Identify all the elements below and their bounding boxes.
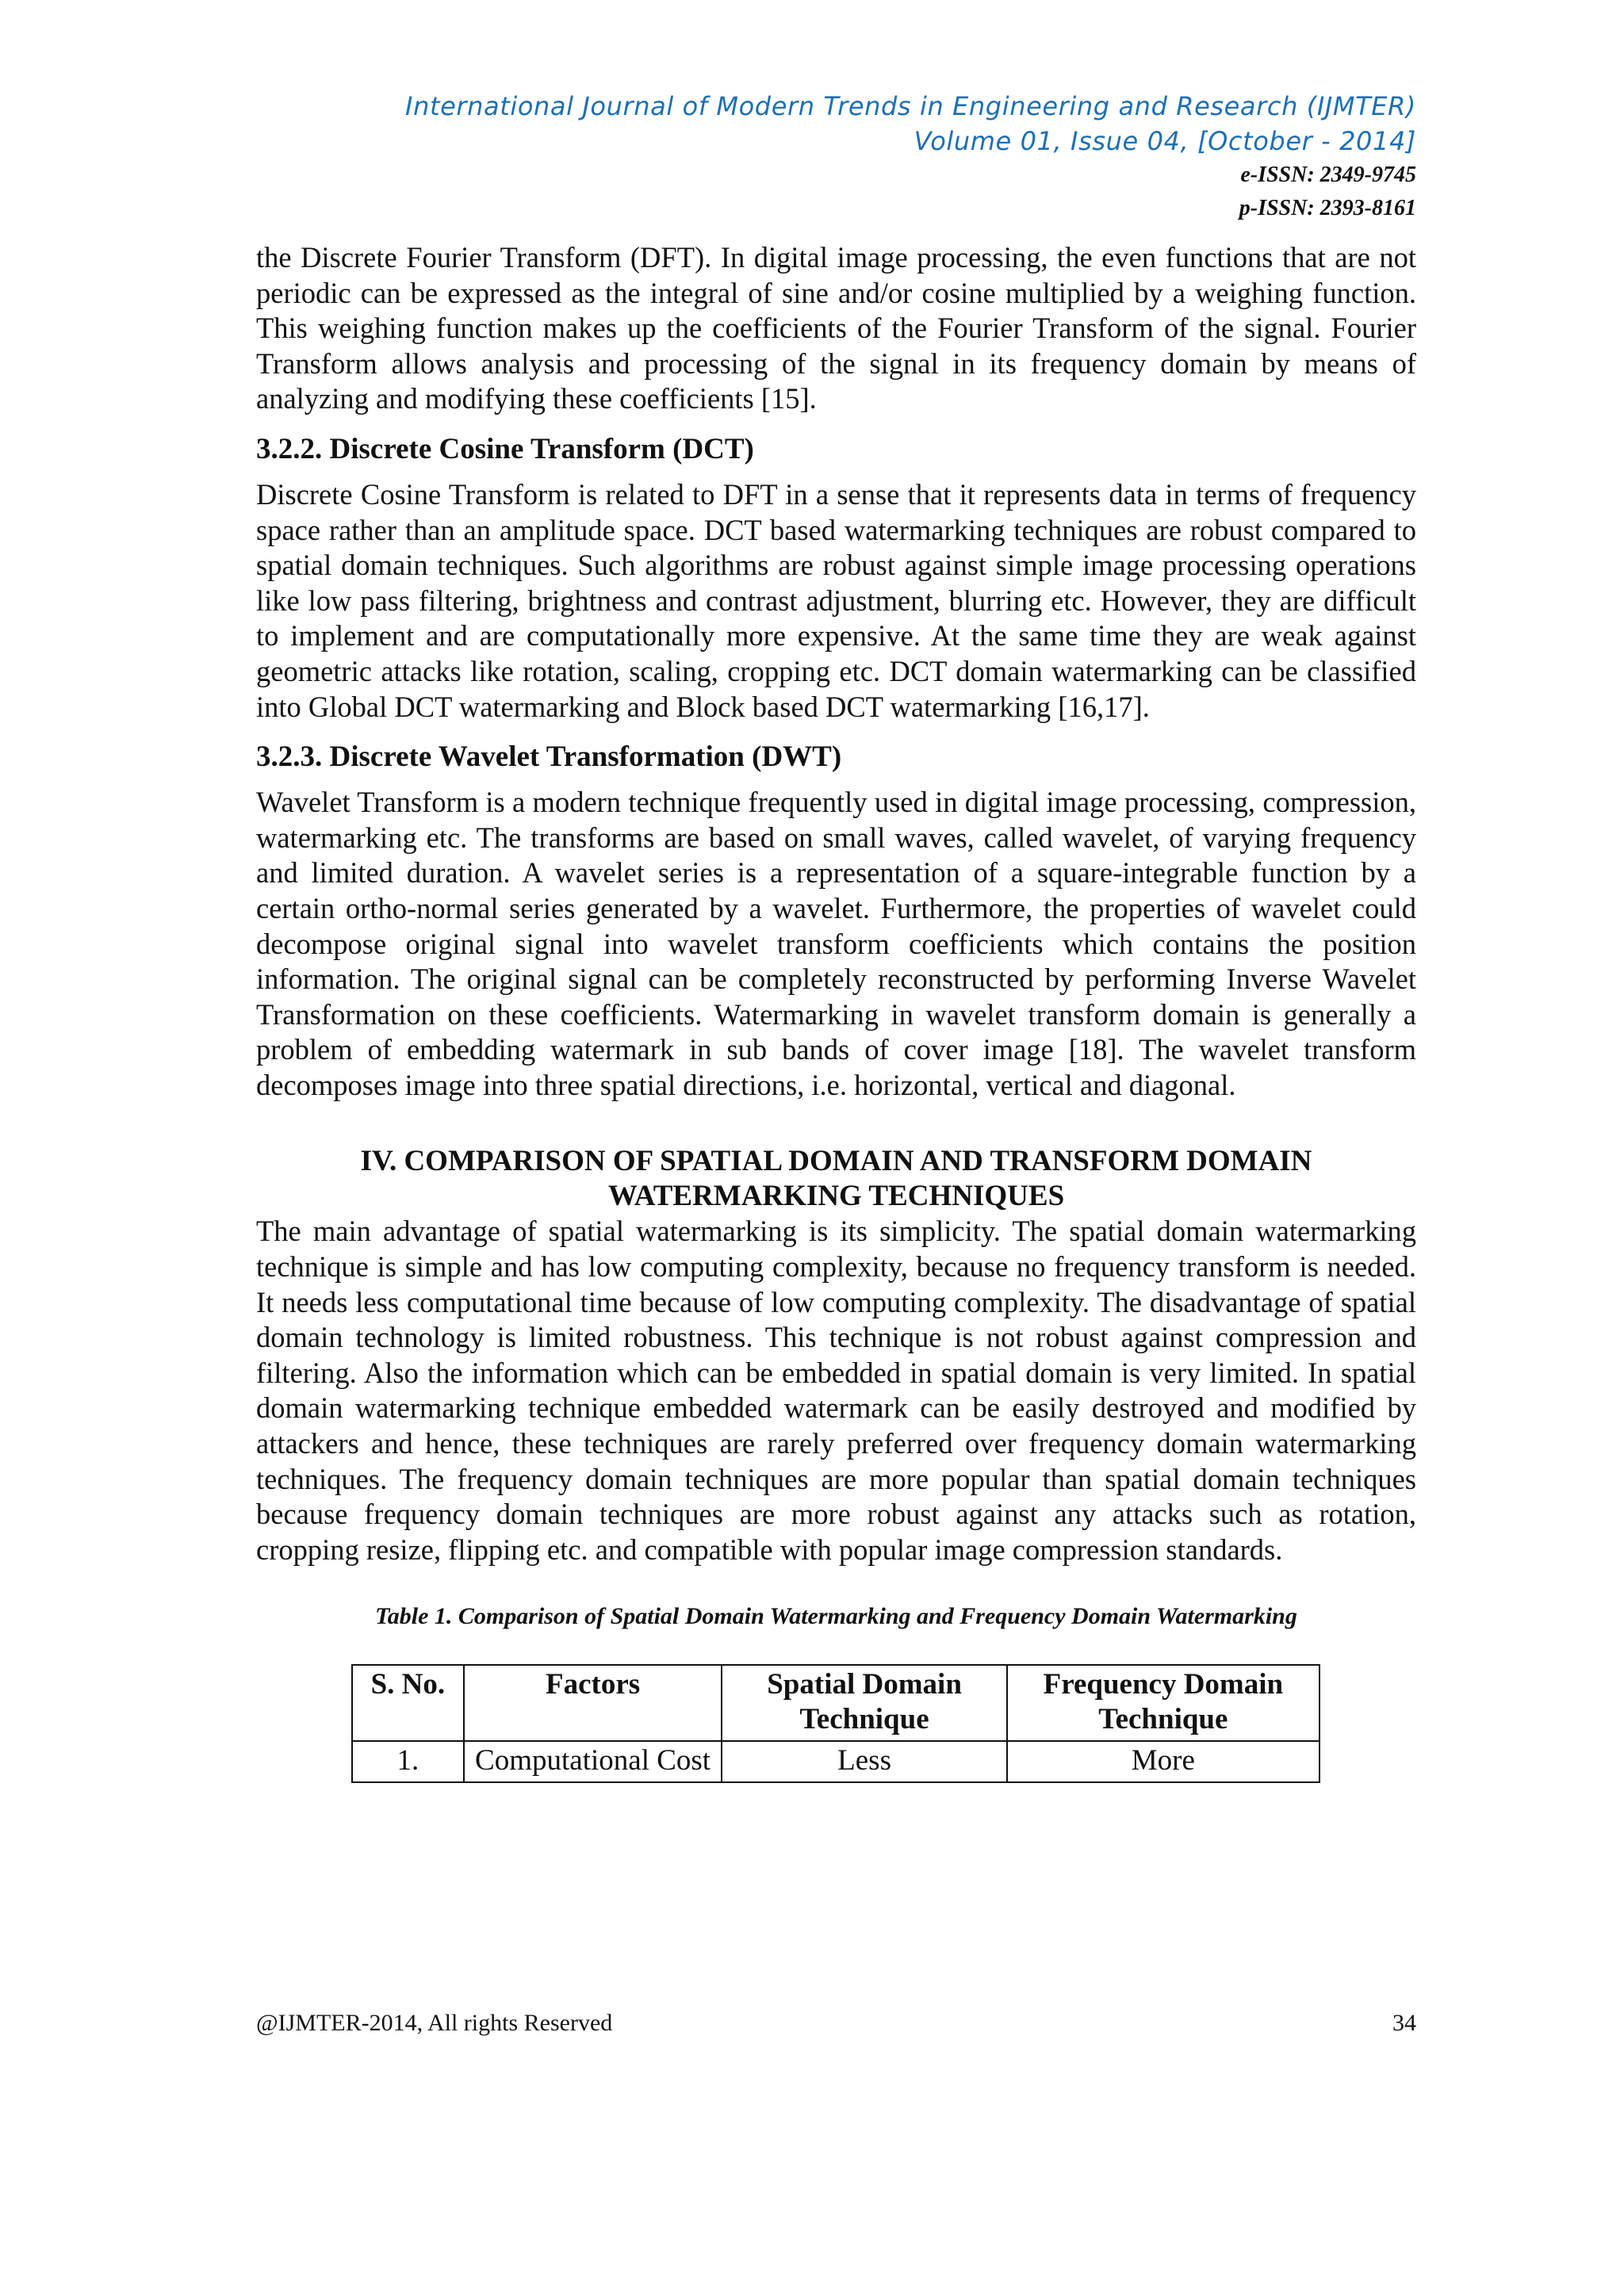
dct-paragraph: Discrete Cosine Transform is related to DFT in a sense that it represents data in terms of frequency space rather than an amplitude space. DCT based watermarking techniques are robust compared to spatial domain techniques. Such algorithms are robust against simple image processing operations like low pass filtering, brightness and contrast adjustment, blurring etc. However, they are difficult to implement and are computationally more expensive. At the same time they are weak against geometric attacks like rotation, scaling, cropping etc. DCT domain watermarking can be classified into Global DCT watermarking and Block based DCT watermarking [16,17].: [256, 477, 1416, 723]
comparison-table: [351, 1664, 1320, 1783]
dct-heading: 3.2.2. Discrete Cosine Transform (DCT): [256, 432, 754, 465]
journal-header: [405, 89, 1416, 225]
table-header-row: [352, 1665, 1320, 1741]
table-header-cell: S. No.: [352, 1665, 464, 1741]
dwt-paragraph: Wavelet Transform is a modern technique frequently used in digital image processing, compression, watermarking etc. The transforms are based on small waves, called wavelet, of varying frequency and limited duration. A wavelet series is a representation of a square-integrable function by a certain ortho-normal series generated by a wavelet. Furthermore, the properties of wavelet could decompose original signal into wavelet transform coefficients which contains the position information. The original signal can be completely reconstructed by performing Inverse Wavelet Transformation on these coefficients. Watermarking in wavelet transform domain is generally a problem of embedding watermark in sub bands of cover image [18]. The wavelet transform decomposes image into three spatial directions, i.e. horizontal, vertical and diagonal.: [256, 786, 1416, 1101]
table-cell: Computational Cost: [464, 1741, 722, 1782]
table-cell: 1.: [352, 1741, 464, 1782]
e-issn: e-ISSN: 2349-9745: [1240, 163, 1416, 187]
journal-title: International Journal of Modern Trends in Engineering and Research (IJMTER): [405, 91, 1416, 121]
comparison-paragraph: The main advantage of spatial watermarking is its simplicity. The spatial domain watermarking technique is simple and has low computing complexity, because no frequency transform is needed. It needs less computational time because of low computing complexity. The disadvantage of spatial domain technology is limited robustness. This technique is not robust against compression and filtering. Also the information which can be embedded in spatial domain is very limited. In spatial domain watermarking technique embedded watermark can be easily destroyed and modified by attackers and hence, these techniques are rarely preferred over frequency domain watermarking techniques. The frequency domain techniques are more popular than spatial domain techniques because frequency domain techniques are more robust against any attacks such as rotation, cropping resize, flipping etc. and compatible with popular image compression standards.: [256, 1215, 1416, 1566]
table-caption: Table 1. Comparison of Spatial Domain Watermarking and Frequency Domain Watermarking: [375, 1603, 1297, 1630]
table-cell: Less: [722, 1741, 1006, 1782]
page-footer: [256, 2007, 1416, 2039]
journal-volume: Volume 01, Issue 04, [October - 2014]: [914, 126, 1416, 156]
section-heading-line2: WATERMARKING TECHNIQUES: [607, 1180, 1065, 1213]
p-issn: p-ISSN: 2393-8161: [1239, 196, 1416, 220]
article-body: [256, 240, 1416, 1783]
copyright-notice: @IJMTER-2014, All rights Reserved: [256, 2010, 613, 2036]
page-number: 34: [1392, 2010, 1416, 2036]
section-heading: [256, 1144, 1416, 1214]
dwt-heading: 3.2.3. Discrete Wavelet Transformation (DWT): [256, 740, 842, 774]
table-header-cell: Factors: [464, 1665, 722, 1741]
section-heading-line1: IV. COMPARISON OF SPATIAL DOMAIN AND TRANSFORM DOMAIN: [360, 1145, 1312, 1178]
table-cell: More: [1007, 1741, 1320, 1782]
table-header-cell: Frequency Domain Technique: [1007, 1665, 1320, 1741]
intro-paragraph: the Discrete Fourier Transform (DFT). In digital image processing, the even functions that are not periodic can be expressed as the integral of sine and/or cosine multiplied by a weighing function. This weighing function makes up the coefficients of the Fourier Transform of the signal. Fourier Transform allows analysis and processing of the signal in its frequency domain by means of analyzing and modifying these coefficients [15].: [256, 241, 1416, 415]
table-header-cell: Spatial Domain Technique: [722, 1665, 1006, 1741]
table-row: [352, 1741, 1320, 1782]
